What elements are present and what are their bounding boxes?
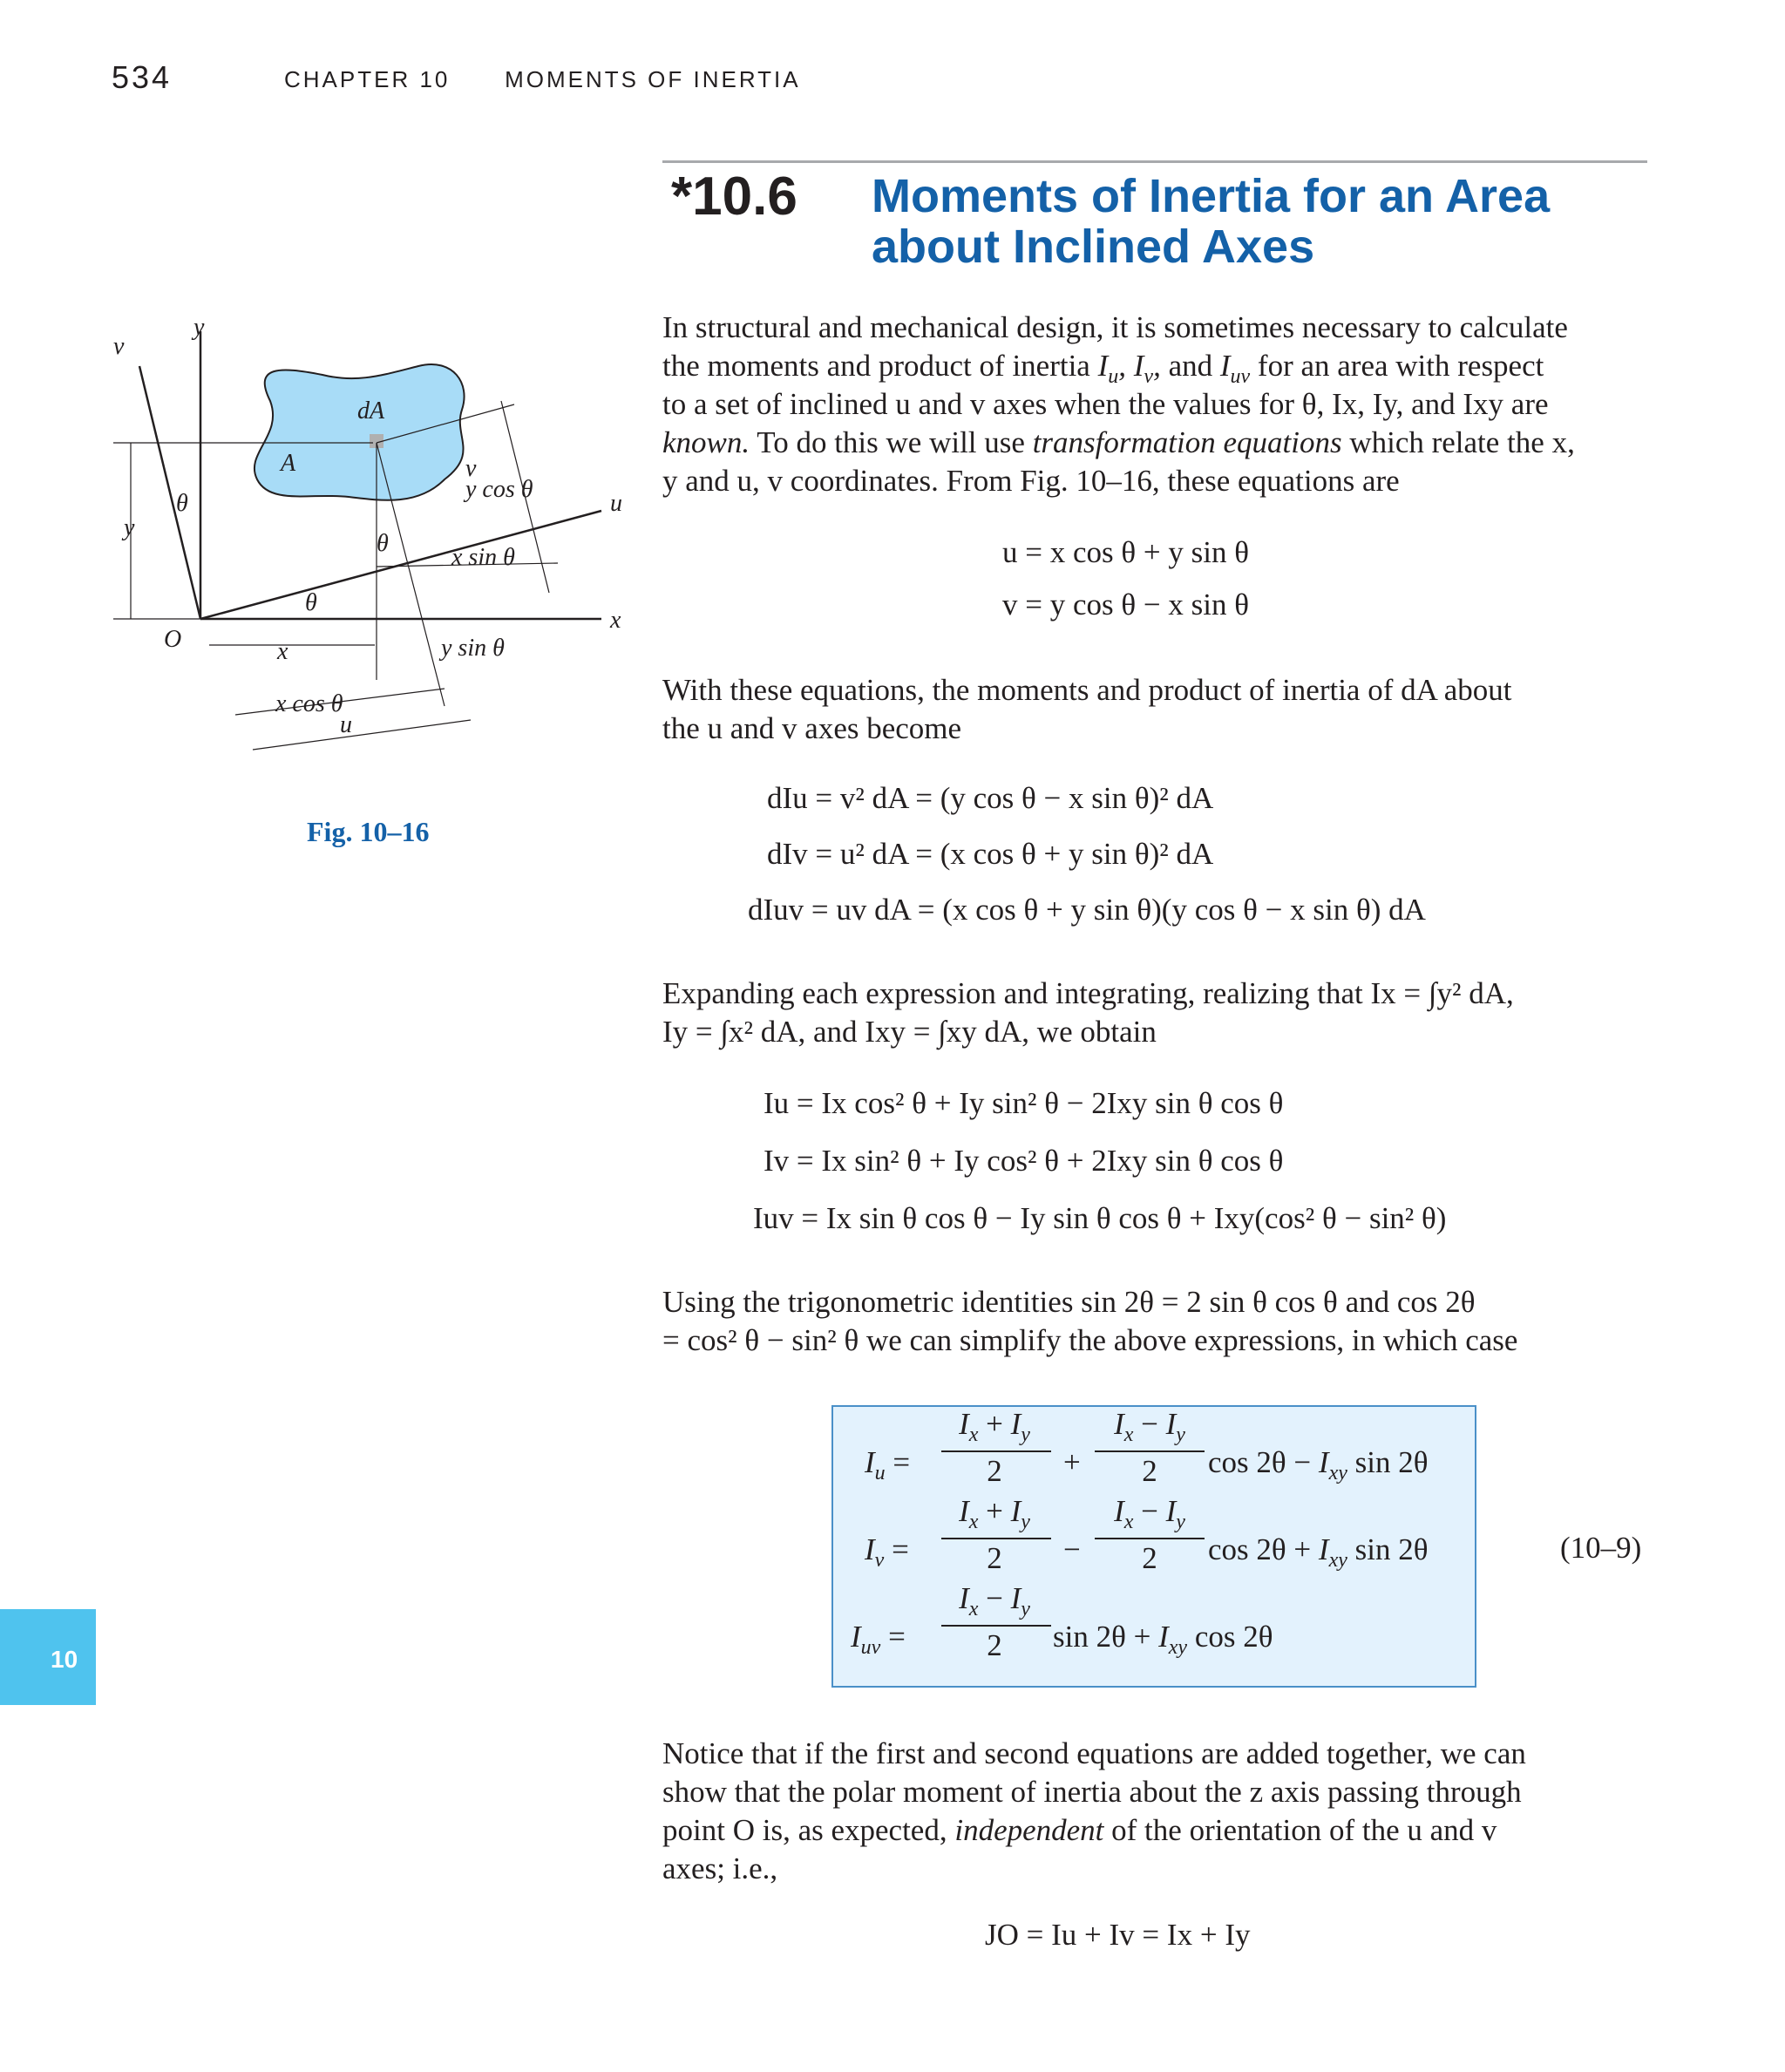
- p3-line1: Expanding each expression and integrating, realizing that Ix = ∫y² dA,: [662, 976, 1514, 1010]
- box-Iu-lhs: $I_u$ =: [865, 1445, 911, 1484]
- label-area: A: [281, 450, 296, 477]
- equation-dIv: dIv = u² dA = (x cos θ + y sin θ)² dA: [767, 837, 1214, 871]
- p5-line2: show that the polar moment of inertia about the z axis passing through: [662, 1775, 1522, 1809]
- label-element: dA: [357, 397, 385, 425]
- section-title-line1: Moments of Inertia for an Area: [872, 170, 1551, 222]
- p2-line1: With these equations, the moments and product of inertia of dA about: [662, 673, 1512, 707]
- chapter-label: CHAPTER 10: [284, 66, 451, 92]
- p1-line1: In structural and mechanical design, it is sometimes necessary to calculate: [662, 310, 1568, 344]
- paragraph-expanding: [662, 975, 1646, 1051]
- figure-inclined-axes: [96, 305, 636, 776]
- box-frac-diff-1: $I_x - I_y$: [1114, 1407, 1185, 1446]
- p1-line5: y and u, v coordinates. From Fig. 10–16, these equations are: [662, 464, 1400, 498]
- equation-Iv: Iv = Ix sin² θ + Iy cos² θ + 2Ixy sin θ cos θ: [764, 1144, 1284, 1178]
- equation-number: (10–9): [1560, 1531, 1642, 1565]
- section-rule: [662, 160, 1647, 163]
- page-number: 534: [112, 59, 173, 95]
- paragraph-trig: [662, 1283, 1646, 1360]
- paragraph-intro: [662, 309, 1646, 500]
- equation-dIu: dIu = v² dA = (y cos θ − x sin θ)² dA: [767, 781, 1214, 815]
- p1-line2: the moments and product of inertia $I_u$, $I_v$, and $I_{uv}$ for an area with respect: [662, 349, 1544, 388]
- label-y-sin: y sin θ: [441, 635, 505, 662]
- label-u-bottom: u: [340, 711, 352, 738]
- label-u-axis: u: [610, 490, 622, 517]
- p5-line4: axes; i.e.,: [662, 1851, 778, 1885]
- label-v-mid: v: [465, 455, 477, 482]
- figure-caption: Fig. 10–16: [307, 816, 430, 847]
- chapter-tab: [0, 1609, 96, 1705]
- p5-line3: point O is, as expected, independent of the orientation of the u and v: [662, 1813, 1497, 1847]
- label-x-cos: x cos θ: [275, 690, 343, 717]
- p4-line1: Using the trigonometric identities sin 2θ = 2 sin θ cos θ and cos 2θ: [662, 1285, 1476, 1319]
- p2-line2: the u and v axes become: [662, 711, 962, 745]
- label-y-cos: y cos θ: [465, 476, 533, 503]
- label-y-left: y: [124, 514, 135, 541]
- equation-Iu: Iu = Ix cos² θ + Iy sin² θ − 2Ixy sin θ cos θ: [764, 1086, 1284, 1120]
- label-theta-1: θ: [176, 490, 188, 517]
- label-theta-2: θ: [377, 530, 389, 557]
- paragraph-polar: [662, 1735, 1646, 1888]
- chapter-tab-label: 10: [51, 1646, 78, 1673]
- chapter-title: MOMENTS OF INERTIA: [505, 66, 801, 92]
- area-blob: [255, 364, 465, 500]
- equation-JO: JO = Iu + Iv = Ix + Iy: [985, 1918, 1251, 1952]
- section-number: *10.6: [671, 166, 797, 227]
- p5-line1: Notice that if the first and second equations are added together, we can: [662, 1736, 1526, 1770]
- p1-line4: known. To do this we will use transformation equations which relate the x,: [662, 425, 1575, 459]
- box-fracline-1: [941, 1450, 1051, 1452]
- label-y-axis: y: [193, 314, 205, 341]
- section-title: [872, 171, 1550, 272]
- equation-dIuv: dIuv = uv dA = (x cos θ + y sin θ)(y cos θ − x sin θ) dA: [748, 893, 1426, 927]
- box-Iuv-lhs: $I_{uv}$ =: [851, 1620, 906, 1659]
- label-theta-3: θ: [305, 589, 317, 616]
- running-header: [284, 65, 801, 94]
- p3-line2: Iy = ∫x² dA, and Ixy = ∫xy dA, we obtain: [662, 1015, 1157, 1049]
- label-x-axis: x: [610, 607, 621, 634]
- equation-u: u = x cos θ + y sin θ: [1002, 535, 1250, 569]
- label-origin: O: [164, 626, 182, 653]
- equation-Iuv: Iuv = Ix sin θ cos θ − Iy sin θ cos θ + Ixy(cos² θ − sin² θ): [753, 1201, 1447, 1235]
- box-Iv-lhs: $I_v$ =: [865, 1532, 909, 1572]
- label-x-bottom: x: [277, 638, 288, 665]
- paragraph-moments: [662, 671, 1646, 748]
- p1-line3: to a set of inclined u and v axes when the values for θ, Ix, Iy, and Ixy are: [662, 387, 1549, 421]
- equation-box: $I_u$ = $I_x + I_y$ 2 + $I_x - I_y$ 2 $\cos 2\theta - I_{xy}$ sin 2θ $I_v$ = $I_x + I_y$ 2 − $I_x - I_y$ 2 $\cos 2\theta + I_{xy}$ sin 2θ $I_{uv}$ = $I_x - I_y$ 2 $\sin 2\theta + I_{xy}$ cos 2θ: [831, 1405, 1476, 1688]
- section-title-line2: about Inclined Axes: [872, 221, 1315, 273]
- box-frac-sum-1: $I_x + I_y$: [959, 1407, 1030, 1446]
- equation-v: v = y cos θ − x sin θ: [1002, 588, 1250, 622]
- label-x-sin: x sin θ: [451, 544, 515, 571]
- label-v-axis: v: [113, 333, 125, 360]
- p4-line2: = cos² θ − sin² θ we can simplify the above expressions, in which case: [662, 1323, 1518, 1357]
